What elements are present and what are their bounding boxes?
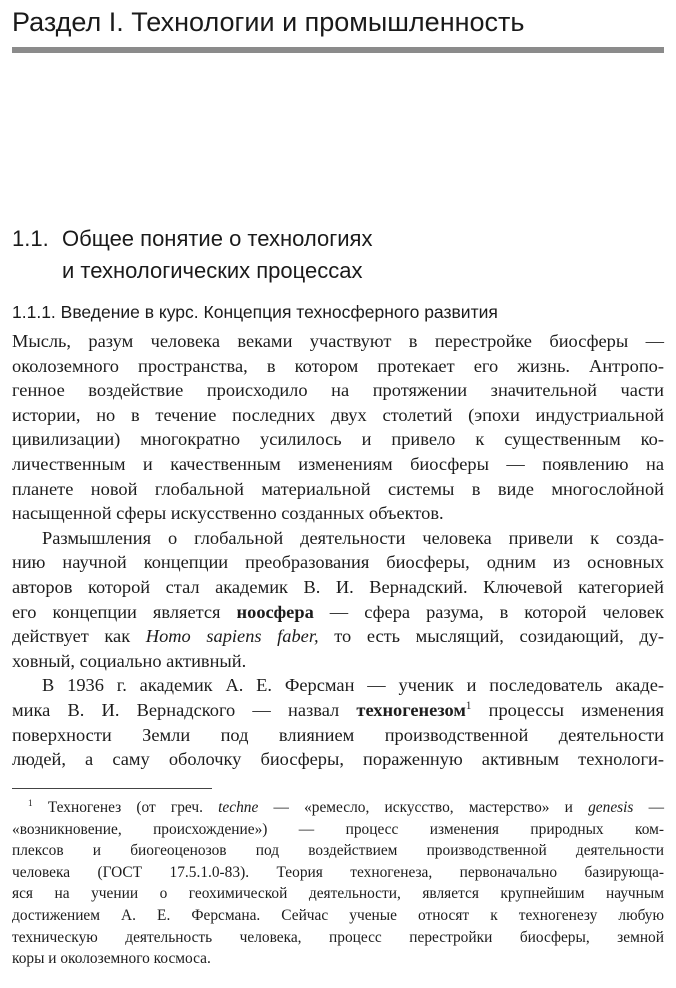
fn-term-genesis: genesis: [588, 799, 634, 816]
p1-line: насыщенной сферы искусственно созданных объектов.: [12, 503, 444, 524]
footnote-rule: [12, 788, 212, 789]
footnote-line: яся на учении о геохимической деятельности, является крупнейшим научным: [12, 885, 664, 903]
p3-l2b: процессы изменения: [471, 699, 664, 720]
fn-l1b: — «ремесло, искусство, мастерство» и: [258, 799, 589, 816]
subsection-title: 1.1.1. Введение в курс. Концепция техносферного развития: [12, 302, 498, 322]
footnote-line: достижением А. Е. Ферсмана. Сейчас ученые относят к техногенезу любую: [12, 906, 664, 924]
term-technogenesis: техногенезом: [356, 699, 466, 720]
fn-l1c: —: [633, 799, 665, 816]
p2-line: нию научной концепции преобразования биосферы, одним из основных: [12, 552, 664, 573]
page-header: [12, 2, 662, 42]
body-text: [12, 329, 664, 772]
p1-line: Мысль, разум человека веками участвуют в перестройке биосферы —: [12, 331, 664, 351]
p2-l5a: действует как: [12, 626, 146, 647]
p2-line: Размышления о глобальной деятельности человека привели к созда-: [42, 527, 664, 548]
fn-term-techne: techne: [218, 799, 259, 816]
footnote-ref[interactable]: 1: [465, 699, 472, 712]
footnote-line: человека (ГОСТ 17.5.1.0-83). Теория техногенеза, первоначально базирующа-: [12, 863, 664, 881]
p3-l2a: мика В. И. Вернадского — назвал: [12, 699, 357, 720]
footnote-line: [12, 797, 664, 819]
p2-l5b: то есть мыслящий, созидающий, ду-: [318, 626, 665, 647]
section-number: 1.1.: [12, 226, 49, 251]
p3-line: поверхности Земли под влиянием производственной деятельности: [12, 724, 664, 745]
header-rule: [12, 47, 664, 53]
p2-line: ховный, социально активный.: [12, 650, 247, 671]
p1-line: генное воздействие происходило на протяжении значительной части: [12, 380, 664, 401]
p1-line: личественным и качественным изменениям биосферы — появлению на: [12, 453, 664, 474]
term-noosphere: ноосфера: [236, 601, 314, 622]
p3-line: людей, а саму оболочку биосферы, пораженную активным технологи-: [12, 749, 664, 770]
p3-line: В 1936 г. академик А. Е. Ферсман — ученик и последователь акаде-: [42, 675, 664, 696]
footnote-number: 1: [28, 797, 33, 808]
p2-l4a: его концепции является: [12, 601, 237, 622]
term-homo-sapiens: Homo sapiens faber,: [145, 626, 319, 647]
p1-line: истории, но в течение последних двух столетий (эпохи индустриальной: [12, 404, 664, 425]
section-title-line1: Общее понятие о технологиях: [62, 226, 373, 251]
p2-line: авторов которой стал академик В. И. Вернадский. Ключевой категорией: [12, 576, 664, 597]
footnote-line: плексов и биогеоценозов под воздействием производственной деятельности: [12, 842, 664, 860]
footnote-line: «возникновение, происхождение») — процесс изменения природных ком-: [12, 820, 664, 838]
footnote-line: коры и околоземного космоса.: [12, 950, 211, 968]
p3-line: [12, 698, 664, 723]
p1-line: околоземного пространства, в котором протекает его жизнь. Антропо-: [12, 355, 664, 376]
p2-line: [12, 600, 664, 625]
fn-l1a: Техногенез (от греч.: [32, 799, 219, 816]
p2-line: [12, 624, 664, 649]
section-title-line2: и технологических процессах: [62, 258, 363, 283]
header-title: Раздел I. Технологии и промышленность: [12, 7, 525, 37]
p1-line: планете новой глобальной материальной системы в виде многослойной: [12, 478, 664, 499]
section-title: [12, 223, 662, 287]
footnote: [12, 797, 664, 970]
p1-line: цивилизации) многократно усилилось и привело к существенным ко-: [12, 429, 664, 450]
footnote-line: техническую деятельность человека, процесс перестройки биосферы, земной: [12, 928, 664, 946]
p2-l4b: — сфера разума, в которой человек: [313, 601, 664, 622]
